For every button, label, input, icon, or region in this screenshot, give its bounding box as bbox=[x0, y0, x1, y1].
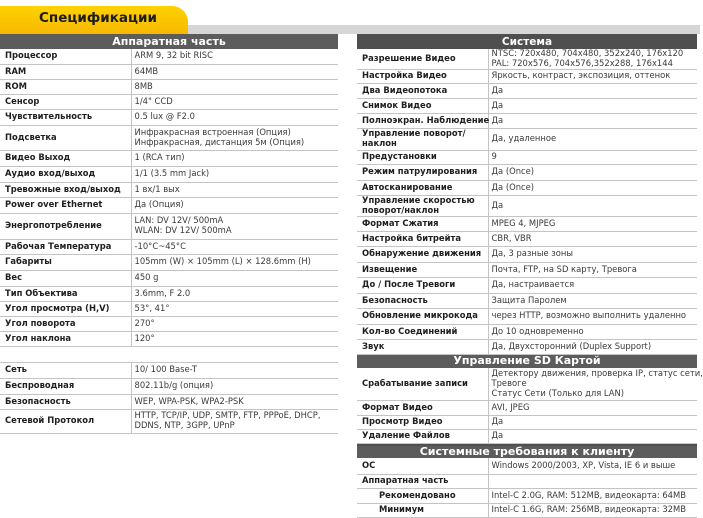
spec-label: Рекомендовано bbox=[357, 488, 488, 503]
spec-value: 8MB bbox=[131, 79, 338, 94]
spec-label: Тревожные вход/выход bbox=[0, 182, 131, 197]
spec-label: Тип Объектива bbox=[0, 286, 131, 301]
spec-value bbox=[131, 409, 338, 433]
page-banner bbox=[0, 0, 700, 34]
spec-value: 270° bbox=[131, 316, 338, 331]
spec-label: ОС bbox=[357, 458, 488, 474]
spec-label: Настройка Видео bbox=[357, 69, 488, 83]
spec-value: 450 g bbox=[131, 270, 338, 286]
spec-label: Сетевой Протокол bbox=[0, 409, 131, 433]
spec-value-line: DDNS, NTP, 3GPP, UPnP bbox=[134, 420, 235, 430]
spec-value: 1/1 (3.5 mm Jack) bbox=[131, 166, 338, 182]
spec-value: Да bbox=[488, 195, 697, 216]
spec-label-line: Управление поворот/ bbox=[362, 128, 466, 139]
spec-label: Звук bbox=[357, 339, 488, 354]
spec-value: Да bbox=[488, 429, 697, 443]
page-title: Спецификации bbox=[0, 6, 188, 34]
spec-label: Автосканирование bbox=[357, 180, 488, 195]
hardware-spec-table bbox=[0, 34, 338, 434]
spec-label: Угол просмотра (H,V) bbox=[0, 301, 131, 316]
spec-label: Минимум bbox=[357, 503, 488, 517]
spec-value: 3.6mm, F 2.0 bbox=[131, 286, 338, 301]
spec-value bbox=[131, 125, 338, 150]
sd-card-header: Управление SD Картой bbox=[357, 354, 697, 368]
spec-label-line: Управление скоростью bbox=[362, 194, 475, 205]
spec-value: Да bbox=[488, 113, 697, 128]
spec-label: Габариты bbox=[0, 254, 131, 270]
spec-label: Видео Выход bbox=[0, 150, 131, 166]
spec-label: До / После Тревоги bbox=[357, 277, 488, 293]
spec-label: Полноэкран. Наблюдение bbox=[357, 113, 488, 128]
client-requirements-header: Системные требования к клиенту bbox=[357, 446, 697, 458]
spec-label bbox=[357, 128, 488, 150]
spec-label: Обновление микрокода bbox=[357, 308, 488, 324]
spec-value: Почта, FTP, на SD карту, Тревога bbox=[488, 262, 697, 277]
spec-value: Да, удаленное bbox=[488, 128, 697, 150]
spec-label: Разрешение Видео bbox=[357, 49, 488, 69]
spec-value-line: LAN: DV 12V/ 500mA bbox=[134, 215, 224, 226]
spec-value-line: Инфракрасная встроенная (Опция) bbox=[134, 126, 291, 137]
spec-label: RAM bbox=[0, 64, 131, 79]
spec-value: Да, настраивается bbox=[488, 277, 697, 293]
spec-value-line: HTTP, TCP/IP, UDP, SMTP, FTP, PPPoE, DHCP, bbox=[134, 410, 321, 421]
spec-value: 120° bbox=[131, 331, 338, 346]
spec-label: Обнаружение движения bbox=[357, 246, 488, 262]
spec-label: Безопасность bbox=[0, 394, 131, 409]
spec-value: Да bbox=[488, 415, 697, 429]
spec-label-line: поворот/наклон bbox=[362, 204, 440, 215]
spec-value: Да bbox=[488, 83, 697, 98]
section-gap bbox=[0, 346, 338, 362]
spec-label: Рабочая Температура bbox=[0, 239, 131, 254]
spec-value: Да bbox=[488, 98, 697, 113]
system-header: Система bbox=[357, 34, 697, 49]
spec-label: Чувствительность bbox=[0, 109, 131, 125]
spec-value: MPEG 4, MJPEG bbox=[488, 216, 697, 231]
spec-label: Удаление Файлов bbox=[357, 429, 488, 443]
spec-label: Формат Видео bbox=[357, 400, 488, 415]
spec-value: 105mm (W) × 105mm (L) × 128.6mm (H) bbox=[131, 254, 338, 270]
spec-label: Кол-во Соединений bbox=[357, 324, 488, 339]
spec-value bbox=[488, 49, 697, 69]
spec-label: Извещение bbox=[357, 262, 488, 277]
spec-value: Да, 3 разные зоны bbox=[488, 246, 697, 262]
spec-value: Да (Опция) bbox=[131, 197, 338, 213]
spec-value: -10°C~45°C bbox=[131, 239, 338, 254]
spec-value: Intel-C 2.0G, RAM: 512MB, видеокарта: 64MB bbox=[488, 488, 697, 503]
spec-label: ROM bbox=[0, 79, 131, 94]
spec-label: Режим патрулирования bbox=[357, 164, 488, 180]
spec-value bbox=[488, 474, 697, 488]
spec-label: Угол наклона bbox=[0, 331, 131, 346]
spec-value: 64MB bbox=[131, 64, 338, 79]
spec-value-line: WLAN: DV 12V/ 500mA bbox=[134, 225, 232, 235]
spec-value: AVI, JPEG bbox=[488, 400, 697, 415]
spec-label: Угол поворота bbox=[0, 316, 131, 331]
spec-value: Да (Once) bbox=[488, 164, 697, 180]
spec-value: Яркость, контраст, экспозиция, оттенок bbox=[488, 69, 697, 83]
spec-value: 1 (RCA тип) bbox=[131, 150, 338, 166]
spec-label bbox=[357, 195, 488, 216]
spec-value: Intel-C 1.6G, RAM: 256MB, видеокарта: 32MB bbox=[488, 503, 697, 517]
spec-value-line: Тревоге bbox=[491, 377, 527, 388]
spec-label: Энергопотребление bbox=[0, 213, 131, 239]
spec-value: через HTTP, возможно выполнить удаленно bbox=[488, 308, 697, 324]
spec-label: Просмотр Видео bbox=[357, 415, 488, 429]
spec-value-line: PAL: 720x576, 704x576,352x288, 176x144 bbox=[491, 57, 673, 68]
spec-label-line: наклон bbox=[362, 138, 397, 149]
spec-value: WEP, WPA-PSK, WPA2-PSK bbox=[131, 394, 338, 409]
system-spec-table bbox=[357, 34, 703, 518]
spec-label: Подсветка bbox=[0, 125, 131, 150]
spec-value: Защита Паролем bbox=[488, 293, 697, 308]
spec-label: Срабатывание записи bbox=[357, 368, 488, 400]
spec-value: Да (Once) bbox=[488, 180, 697, 195]
spec-value bbox=[131, 213, 338, 239]
spec-value: 802.11b/g (опция) bbox=[131, 378, 338, 394]
spec-label: Сенсор bbox=[0, 94, 131, 109]
spec-value: CBR, VBR bbox=[488, 231, 697, 246]
spec-value: 9 bbox=[488, 150, 697, 164]
hardware-header: Аппаратная часть bbox=[0, 34, 338, 49]
spec-label: Power over Ethernet bbox=[0, 197, 131, 213]
spec-value: Да, Двухсторонний (Duplex Support) bbox=[488, 339, 697, 354]
spec-value: До 10 одновременно bbox=[488, 324, 697, 339]
spec-label: Безопасность bbox=[357, 293, 488, 308]
spec-label: Формат Сжатия bbox=[357, 216, 488, 231]
spec-value-line: NTSC: 720x480, 704x480, 352x240, 176x120 bbox=[491, 48, 684, 58]
spec-value bbox=[488, 368, 703, 400]
spec-label: Беспроводная bbox=[0, 378, 131, 394]
spec-label: Аппаратная часть bbox=[357, 474, 488, 488]
spec-value: 1 вх/1 вых bbox=[131, 182, 338, 197]
spec-label: Настройка битрейта bbox=[357, 231, 488, 246]
spec-value-line: Детектору движения, проверка IP, статус сети, bbox=[491, 368, 703, 379]
spec-value: 10/ 100 Base-T bbox=[131, 362, 338, 378]
spec-label: Вес bbox=[0, 270, 131, 286]
spec-value-line: Статус Сети (Только для LAN) bbox=[491, 387, 625, 398]
spec-value: ARM 9, 32 bit RISC bbox=[131, 49, 338, 64]
spec-label: Аудио вход/выход bbox=[0, 166, 131, 182]
spec-label: Предустановки bbox=[357, 150, 488, 164]
spec-value: Windows 2000/2003, XP, Vista, IE 6 и выше bbox=[488, 458, 697, 474]
spec-value: 0.5 lux @ F2.0 bbox=[131, 109, 338, 125]
spec-label: Снимок Видео bbox=[357, 98, 488, 113]
spec-label: Процессор bbox=[0, 49, 131, 64]
spec-value-line: Инфракрасная, дистанция 5м (Опция) bbox=[134, 136, 305, 147]
spec-value: 1/4" CCD bbox=[131, 94, 338, 109]
spec-label: Сеть bbox=[0, 362, 131, 378]
spec-label: Два Видеопотока bbox=[357, 83, 488, 98]
spec-value: 53°, 41° bbox=[131, 301, 338, 316]
